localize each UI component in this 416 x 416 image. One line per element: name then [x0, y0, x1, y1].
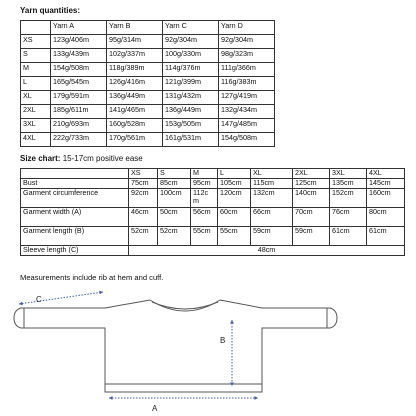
- yarn-size-cell: 4XL: [21, 133, 51, 147]
- yarn-size-cell: S: [21, 49, 51, 63]
- size-value-cell: 152cm: [330, 189, 367, 208]
- size-value-cell: 140cm: [293, 189, 330, 208]
- yarn-amount-cell: 114g/376m: [163, 63, 219, 77]
- yarn-amount-cell: 153g/505m: [163, 119, 219, 133]
- yarn-amount-cell: 98g/323m: [219, 49, 275, 63]
- size-value-cell: 135cm: [330, 179, 367, 189]
- size-header-cell: L: [218, 169, 251, 179]
- size-value-cell: 52cm: [129, 227, 158, 246]
- yarn-amount-cell: 179g/591m: [51, 91, 107, 105]
- size-value-cell: 80cm: [367, 208, 405, 227]
- size-header-cell: XS: [129, 169, 158, 179]
- yarn-amount-cell: 165g/545m: [51, 77, 107, 91]
- yarn-amount-cell: 126g/416m: [107, 77, 163, 91]
- yarn-amount-cell: 154g/508m: [51, 63, 107, 77]
- size-value-cell: 55cm: [191, 227, 218, 246]
- yarn-amount-cell: 95g/314m: [107, 35, 163, 49]
- yarn-amount-cell: 154g/508m: [219, 133, 275, 147]
- yarn-amount-cell: 92g/304m: [219, 35, 275, 49]
- size-value-cell: 92cm: [129, 189, 158, 208]
- size-value-cell: 115cm: [251, 179, 293, 189]
- yarn-amount-cell: 123g/406m: [51, 35, 107, 49]
- yarn-amount-cell: 170g/561m: [107, 133, 163, 147]
- size-value-cell: 55cm: [218, 227, 251, 246]
- label-b: B: [220, 336, 226, 345]
- sweater-shoulder-left: [105, 300, 150, 308]
- size-value-cell: 56cm: [191, 208, 218, 227]
- size-header-cell: M: [191, 169, 218, 179]
- yarn-size-cell: 2XL: [21, 105, 51, 119]
- yarn-amount-cell: 118g/389m: [107, 63, 163, 77]
- yarn-amount-cell: 136g/449m: [163, 105, 219, 119]
- size-header-cell: 3XL: [330, 169, 367, 179]
- yarn-header-cell: Yarn C: [163, 21, 219, 35]
- size-value-cell: 75cm: [129, 179, 158, 189]
- size-value-cell: 85cm: [158, 179, 191, 189]
- yarn-header-cell: Yarn D: [219, 21, 275, 35]
- size-header-cell: 2XL: [293, 169, 330, 179]
- yarn-amount-cell: 136g/449m: [107, 91, 163, 105]
- yarn-quantities-title: Yarn quantities:: [20, 6, 81, 15]
- yarn-amount-cell: 92g/304m: [163, 35, 219, 49]
- size-value-cell: 105cm: [218, 179, 251, 189]
- yarn-amount-cell: 161g/531m: [163, 133, 219, 147]
- size-value-cell: 112c m: [191, 189, 218, 208]
- yarn-amount-cell: 210g/693m: [51, 119, 107, 133]
- size-value-cell: 76cm: [330, 208, 367, 227]
- yarn-amount-cell: 185g/611m: [51, 105, 107, 119]
- yarn-amount-cell: 102g/337m: [107, 49, 163, 63]
- arrow-head: [254, 396, 258, 400]
- size-value-cell: 100cm: [158, 189, 191, 208]
- yarn-amount-cell: 160g/528m: [107, 119, 163, 133]
- yarn-amount-cell: 131g/432m: [163, 91, 219, 105]
- yarn-header-cell: Yarn A: [51, 21, 107, 35]
- yarn-size-cell: L: [21, 77, 51, 91]
- yarn-amount-cell: 121g/399m: [163, 77, 219, 91]
- size-value-cell: 59cm: [293, 227, 330, 246]
- yarn-size-cell: XS: [21, 35, 51, 49]
- yarn-amount-cell: 111g/366m: [219, 63, 275, 77]
- yarn-size-cell: M: [21, 63, 51, 77]
- size-value-cell: 59cm: [251, 227, 293, 246]
- size-value-cell: 60cm: [218, 208, 251, 227]
- size-value-cell: 132cm: [251, 189, 293, 208]
- size-value-cell: 120cm: [218, 189, 251, 208]
- sleeve-length-value: 48cm: [129, 246, 405, 256]
- arrow-head: [109, 396, 113, 400]
- label-c: C: [36, 295, 42, 304]
- size-value-cell: 46cm: [129, 208, 158, 227]
- sweater-outline: [14, 300, 337, 392]
- sweater-neckline-inner: [152, 302, 218, 309]
- yarn-size-cell: 3XL: [21, 119, 51, 133]
- yarn-amount-cell: 116g/383m: [219, 77, 275, 91]
- sleeve-length-label: Sleeve length (C): [21, 246, 129, 256]
- size-value-cell: 145cm: [367, 179, 405, 189]
- yarn-amount-cell: 141g/465m: [107, 105, 163, 119]
- yarn-header-cell: Yarn B: [107, 21, 163, 35]
- label-a: A: [152, 404, 158, 413]
- size-value-cell: 61cm: [330, 227, 367, 246]
- yarn-amount-cell: 132g/434m: [219, 105, 275, 119]
- size-value-cell: 160cm: [367, 189, 405, 208]
- size-measure-label: Garment length (B): [21, 227, 129, 246]
- yarn-amount-cell: 147g/485m: [219, 119, 275, 133]
- size-header-cell: S: [158, 169, 191, 179]
- size-header-cell: XL: [251, 169, 293, 179]
- yarn-amount-cell: 127g/419m: [219, 91, 275, 105]
- size-value-cell: 125cm: [293, 179, 330, 189]
- yarn-size-cell: XL: [21, 91, 51, 105]
- yarn-amount-cell: 133g/439m: [51, 49, 107, 63]
- size-value-cell: 95cm: [191, 179, 218, 189]
- size-value-cell: 50cm: [158, 208, 191, 227]
- size-measure-label: Garment width (A): [21, 208, 129, 227]
- size-measure-label: Bust: [21, 179, 129, 189]
- size-chart-title: Size chart: 15-17cm positive ease: [20, 154, 143, 163]
- yarn-amount-cell: 100g/330m: [163, 49, 219, 63]
- size-value-cell: 52cm: [158, 227, 191, 246]
- size-value-cell: 66cm: [251, 208, 293, 227]
- arrow-c: [19, 292, 103, 304]
- size-header-cell: 4XL: [367, 169, 405, 179]
- size-value-cell: 61cm: [367, 227, 405, 246]
- size-measure-label: Garment circumference: [21, 189, 129, 208]
- size-value-cell: 70cm: [293, 208, 330, 227]
- yarn-amount-cell: 222g/733m: [51, 133, 107, 147]
- measurement-note: Measurements include rib at hem and cuff.: [20, 273, 164, 282]
- arrow-head: [230, 320, 234, 324]
